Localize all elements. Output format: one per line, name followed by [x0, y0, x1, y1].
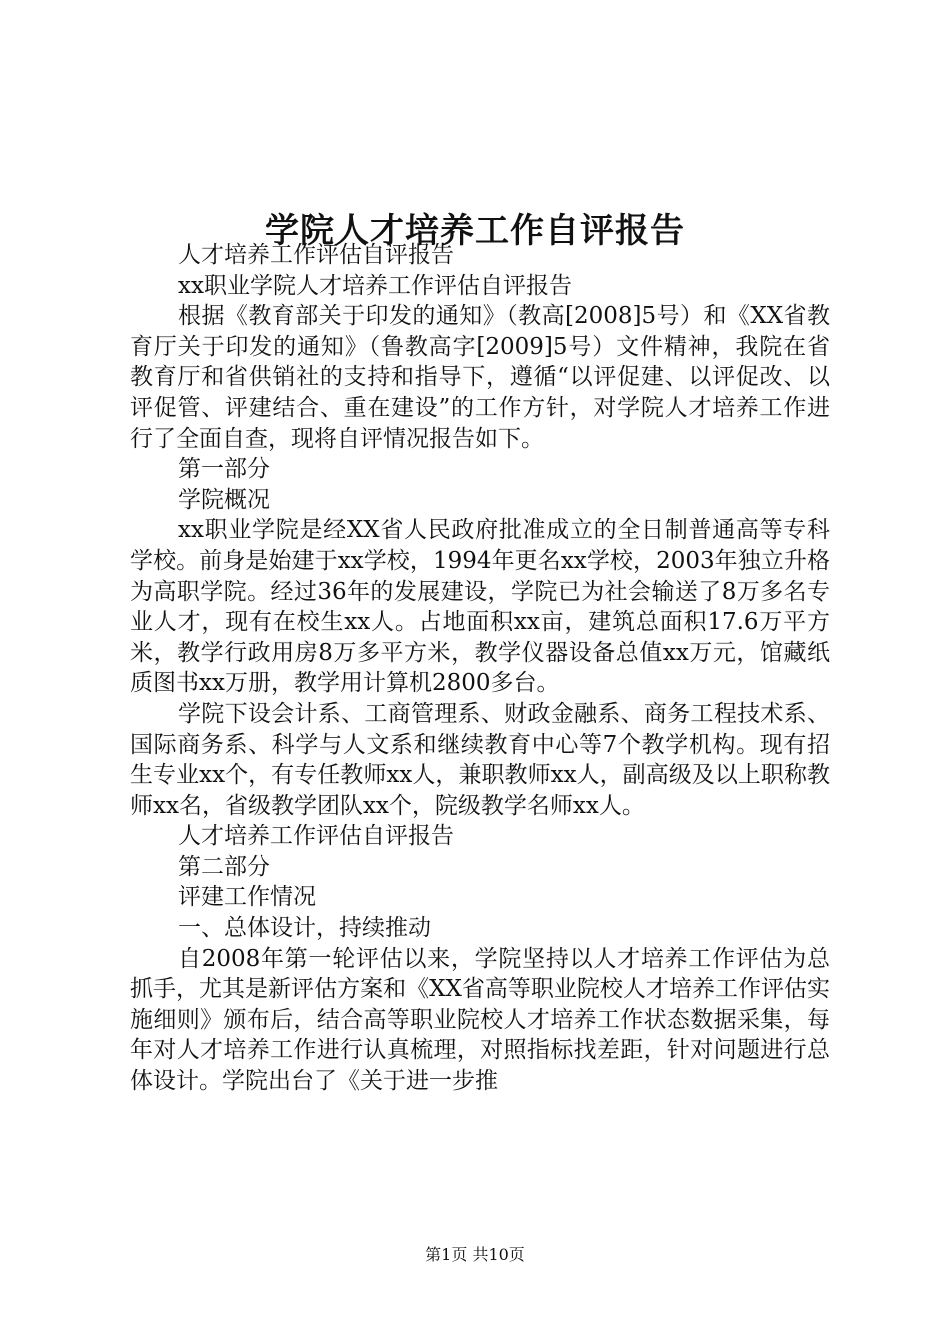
paragraph-overall-design: 自2008年第一轮评估以来，学院坚持以人才培养工作评估为总抓手，尤其是新评估方案和《XX省高等职业院校人才培养工作评估实施细则》颁布后，结合高等职业院校人才培养工作状态数据采集，每年对人才培养工作进行认真梳理，对照指标找差距，针对问题进行总体设计。学院出台了《关于进一步推	[130, 945, 830, 1095]
section-heading-overview: 学院概况	[178, 486, 270, 513]
page-number-footer: 第1页 共10页	[425, 1245, 525, 1264]
paragraph-repeat-title: 人才培养工作评估自评报告	[178, 823, 454, 850]
paragraph-departments: 学院下设会计系、工商管理系、财政金融系、商务工程技术系、国际商务系、科学与人文系和继续教育中心等7个教学机构。现有招生专业xx个，有专任教师xx人，兼职教师xx人，副高级及以上职称教师xx名，省级教学团队xx个，院级教学名师xx人。	[130, 700, 830, 819]
section-heading-part-one: 第一部分	[178, 456, 270, 483]
paragraph-overview: xx职业学院是经XX省人民政府批准成立的全日制普通高等专科学校。前身是始建于xx学校，1994年更名xx学校，2003年独立升格为高职学院。经过36年的发展建设，学院已为社会输送了8万多名专业人才，现有在校生xx人。占地面积xx亩，建筑总面积17.6万平方米，教学行政用房8万多平方米，教学仪器设备总值xx万元，馆藏纸质图书xx万册，教学用计算机2800多台。	[130, 517, 830, 697]
section-heading-evaluation: 评建工作情况	[178, 884, 316, 911]
subheading-overall-design: 一、总体设计，持续推动	[178, 915, 431, 942]
paragraph-report-name: xx职业学院人才培养工作评估自评报告	[178, 272, 572, 299]
section-heading-part-two: 第二部分	[178, 853, 270, 880]
paragraph-intro: 根据《教育部关于印发的通知》（教高[2008]5号）和《XX省教育厅关于印发的通知》（鲁教高字[2009]5号）文件精神，我院在省教育厅和省供销社的支持和指导下，遵循“以评促建、以评促改、以评促管、评建结合、重在建设”的工作方针，对学院人才培养工作进行了全面自查，现将自评情况报告如下。	[130, 303, 830, 452]
paragraph-subtitle: 人才培养工作评估自评报告	[178, 242, 454, 268]
document-title: 学院人才培养工作自评报告	[265, 210, 685, 251]
document-body	[130, 240, 830, 1097]
